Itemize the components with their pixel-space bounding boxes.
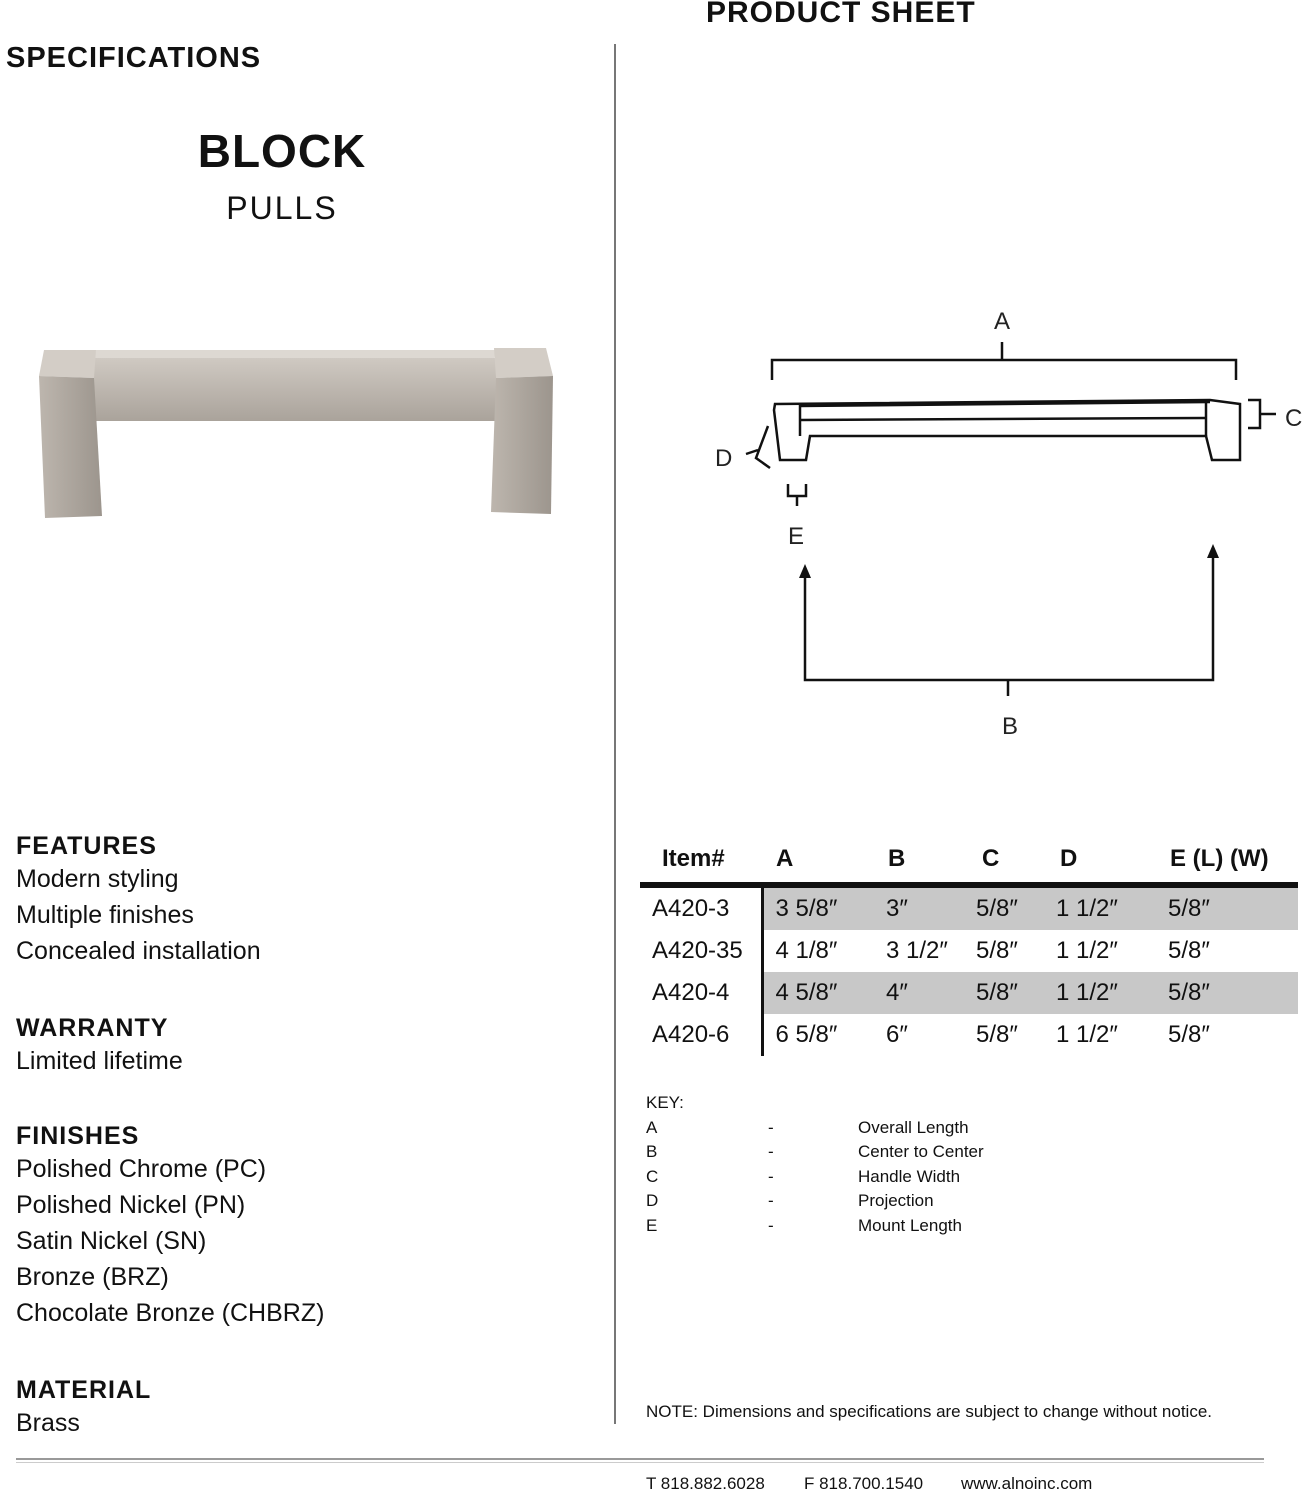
column-divider <box>614 44 616 1424</box>
col-header-a: A <box>776 845 794 872</box>
footer-website-link[interactable]: www.alnoinc.com <box>961 1474 1093 1493</box>
table-row <box>640 885 1298 930</box>
key-dash: - <box>768 1142 774 1161</box>
finishes-section <box>16 1122 324 1331</box>
cell-c: 5/8″ <box>976 937 1018 964</box>
warranty-section <box>16 1014 183 1079</box>
footer-phone: T 818.882.6028 <box>646 1474 765 1493</box>
finishes-heading: FINISHES <box>16 1122 140 1150</box>
key-heading: KEY: <box>646 1093 684 1112</box>
key-desc: Projection <box>858 1191 934 1210</box>
cell-e: 5/8″ <box>1168 1021 1210 1048</box>
cell-b: 3″ <box>886 895 908 922</box>
finish-item: Chocolate Bronze (CHBRZ) <box>16 1299 325 1327</box>
key-letter: D <box>646 1191 659 1210</box>
label-c: C <box>1285 405 1303 432</box>
col-header-e: E (L) (W) <box>1170 845 1269 872</box>
col-header-c: C <box>982 845 1000 872</box>
cell-b: 4″ <box>886 979 908 1006</box>
product-type: PULLS <box>226 190 338 226</box>
col-header-d: D <box>1060 845 1078 872</box>
cell-e: 5/8″ <box>1168 895 1210 922</box>
cell-a: 4 1/8″ <box>775 937 838 964</box>
feature-item: Multiple finishes <box>16 901 194 929</box>
footer-fax: F 818.700.1540 <box>804 1474 924 1493</box>
key-entry <box>646 1140 1046 1165</box>
spec-table <box>640 836 1298 1056</box>
key-letter: A <box>646 1117 658 1137</box>
cell-c: 5/8″ <box>976 979 1018 1006</box>
finish-item: Satin Nickel (SN) <box>16 1227 207 1255</box>
material-heading: MATERIAL <box>16 1376 152 1404</box>
specifications-title: SPECIFICATIONS <box>6 42 262 74</box>
key-dash: - <box>768 1191 774 1210</box>
cell-a: 4 5/8″ <box>775 979 838 1006</box>
col-header-b: B <box>888 845 906 872</box>
col-header-item: Item# <box>662 845 725 872</box>
footer-divider <box>16 1458 1264 1460</box>
key-letter: B <box>646 1142 658 1161</box>
key-letter: E <box>646 1215 658 1235</box>
feature-item: Modern styling <box>16 865 179 893</box>
dimension-diagram <box>700 300 1304 750</box>
feature-item: Concealed installation <box>16 937 261 965</box>
label-d: D <box>715 445 733 472</box>
cell-e: 5/8″ <box>1168 937 1210 964</box>
key-entry <box>646 1214 1046 1239</box>
warranty-value: Limited lifetime <box>16 1047 183 1075</box>
key-desc: Center to Center <box>858 1142 984 1161</box>
label-b: B <box>1002 713 1019 740</box>
cell-a: 6 5/8″ <box>775 1021 838 1048</box>
table-header-row <box>640 836 1298 885</box>
table-row <box>640 930 1298 972</box>
label-a: A <box>994 308 1011 335</box>
cell-d: 1 1/2″ <box>1056 937 1118 964</box>
product-photo <box>36 340 556 525</box>
key-entry <box>646 1116 1046 1141</box>
cell-item: A420-3 <box>640 885 762 930</box>
features-section <box>16 832 261 969</box>
table-row <box>640 972 1298 1014</box>
key-dash: - <box>768 1117 774 1137</box>
cell-d: 1 1/2″ <box>1056 979 1118 1006</box>
cell-d: 1 1/2″ <box>1056 895 1118 922</box>
cell-b: 3 1/2″ <box>886 937 948 964</box>
key-dash: - <box>768 1215 774 1235</box>
key-entry <box>646 1165 1046 1190</box>
label-e: E <box>788 523 805 550</box>
cell-e: 5/8″ <box>1168 979 1210 1006</box>
key-entry <box>646 1189 1046 1214</box>
finish-item: Bronze (BRZ) <box>16 1263 169 1291</box>
product-name: BLOCK <box>197 125 367 177</box>
key-desc: Handle Width <box>858 1166 961 1186</box>
disclaimer-note: NOTE: Dimensions and specifications are subject to change without notice. <box>646 1402 1213 1421</box>
key-desc: Overall Length <box>858 1117 969 1137</box>
cell-d: 1 1/2″ <box>1056 1021 1118 1048</box>
finish-item: Polished Nickel (PN) <box>16 1191 246 1219</box>
key-desc: Mount Length <box>858 1215 962 1235</box>
material-section <box>16 1376 151 1441</box>
cell-b: 6″ <box>886 1021 908 1048</box>
cell-c: 5/8″ <box>976 895 1018 922</box>
cell-item: A420-4 <box>640 972 762 1014</box>
finish-item: Polished Chrome (PC) <box>16 1155 267 1183</box>
cell-a: 3 5/8″ <box>775 895 838 922</box>
key-letter: C <box>646 1166 659 1186</box>
features-heading: FEATURES <box>16 832 157 860</box>
key-section <box>646 1091 1046 1238</box>
cell-c: 5/8″ <box>976 1021 1018 1048</box>
material-value: Brass <box>16 1409 80 1437</box>
warranty-heading: WARRANTY <box>16 1014 169 1042</box>
cell-item: A420-6 <box>640 1014 762 1056</box>
key-dash: - <box>768 1166 774 1186</box>
table-row <box>640 1014 1298 1056</box>
footer-divider-secondary <box>16 1462 1264 1463</box>
product-sheet-title: PRODUCT SHEET <box>706 0 976 29</box>
cell-item: A420-35 <box>640 930 762 972</box>
